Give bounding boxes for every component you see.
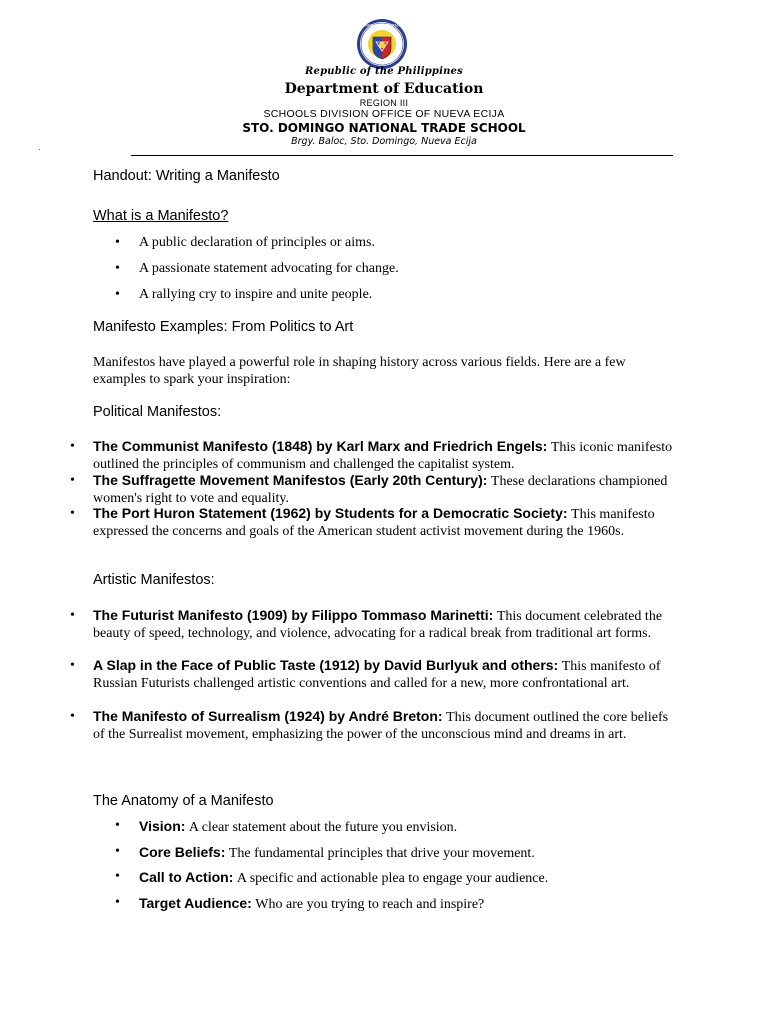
bullet-icon: • <box>70 608 75 623</box>
bullet-icon: • <box>115 261 120 276</box>
handout-title: Handout: Writing a Manifesto <box>93 168 280 184</box>
svg-text:KAGAWARAN NG EDUKASYON: KAGAWARAN NG EDUKASYON <box>358 23 406 28</box>
bullet-icon: • <box>115 287 120 302</box>
examples-intro: Manifestos have played a powerful role in shaping history across various fields. Here are a few examples to spark your inspiration: <box>93 355 626 387</box>
item-description: This iconic manifesto outlined the principles of communism and challenged the capitalist system. <box>93 440 673 472</box>
header-divider <box>131 155 673 156</box>
artistic-heading: Artistic Manifestos: <box>93 572 215 588</box>
bullet-icon: • <box>115 235 120 250</box>
item-description: This document celebrated the beauty of speed, technology, and violence, advocating for a radical break from traditional art forms. <box>93 609 663 641</box>
item-title: The Manifesto of Surrealism (1924) by André Breton: <box>93 708 443 724</box>
item-description: A clear statement about the future you envision. <box>188 820 458 835</box>
list-item-text <box>93 657 676 692</box>
list-item-text: A public declaration of principles or aims. <box>139 235 375 250</box>
list-item-text <box>93 472 676 507</box>
item-description: These declarations championed women's right to vote and equality. <box>93 474 668 506</box>
item-title: Vision: <box>139 818 186 834</box>
bullet-icon: • <box>70 473 75 488</box>
examples-heading: Manifesto Examples: From Politics to Art <box>93 319 354 335</box>
item-title: The Suffragette Movement Manifestos (Early 20th Century): <box>93 472 488 488</box>
item-title: The Futurist Manifesto (1909) by Filippo Tommaso Marinetti: <box>93 607 494 623</box>
stray-mark: · <box>38 145 41 154</box>
item-description: This manifesto of Russian Futurists challenged artistic conventions and called for a new, more confrontational art. <box>93 659 661 691</box>
deped-seal-icon <box>356 18 408 70</box>
republic-line: Republic of the Philippines <box>305 66 463 77</box>
bullet-icon: • <box>70 506 75 521</box>
school-address: Brgy. Baloc, Sto. Domingo, Nueva Ecija <box>291 136 477 147</box>
department-line: Department of Education <box>284 81 484 97</box>
bullet-icon: • <box>115 844 120 859</box>
what-is-heading: What is a Manifesto? <box>93 208 229 224</box>
item-description: This manifesto expressed the concerns and goals of the American student activist movement during the 1960s. <box>93 507 655 539</box>
region-line: REGION III <box>359 98 409 108</box>
item-title: Call to Action: <box>139 869 234 885</box>
school-name: STO. DOMINGO NATIONAL TRADE SCHOOL <box>242 121 526 135</box>
bullet-icon: • <box>115 869 120 884</box>
bullet-icon: • <box>70 709 75 724</box>
item-description: A specific and actionable plea to engage your audience. <box>236 871 549 886</box>
bullet-icon: • <box>115 895 120 910</box>
list-item-text <box>93 438 676 473</box>
anatomy-heading: The Anatomy of a Manifesto <box>93 793 274 809</box>
list-item-text <box>93 505 676 540</box>
list-item-text: A passionate statement advocating for change. <box>139 261 399 276</box>
bullet-icon: • <box>70 658 75 673</box>
item-title: The Port Huron Statement (1962) by Students for a Democratic Society: <box>93 505 568 521</box>
item-description: This document outlined the core beliefs of the Surrealist movement, emphasizing the power of the unconscious mind and dreams in art. <box>93 710 669 742</box>
item-title: Core Beliefs: <box>139 844 226 860</box>
item-description: Who are you trying to reach and inspire? <box>255 897 485 912</box>
item-title: A Slap in the Face of Public Taste (1912) by David Burlyuk and others: <box>93 657 559 673</box>
item-title: The Communist Manifesto (1848) by Karl Marx and Friedrich Engels: <box>93 438 548 454</box>
item-description: The fundamental principles that drive your movement. <box>228 846 535 861</box>
political-heading: Political Manifestos: <box>93 404 222 420</box>
bullet-icon: • <box>115 818 120 833</box>
list-item-text <box>93 607 676 642</box>
bullet-icon: • <box>70 439 75 454</box>
item-title: Target Audience: <box>139 895 252 911</box>
list-item-text <box>93 708 676 743</box>
list-item-text: A rallying cry to inspire and unite people. <box>139 287 373 302</box>
division-line: SCHOOLS DIVISION OFFICE OF NUEVA ECIJA <box>263 108 505 120</box>
